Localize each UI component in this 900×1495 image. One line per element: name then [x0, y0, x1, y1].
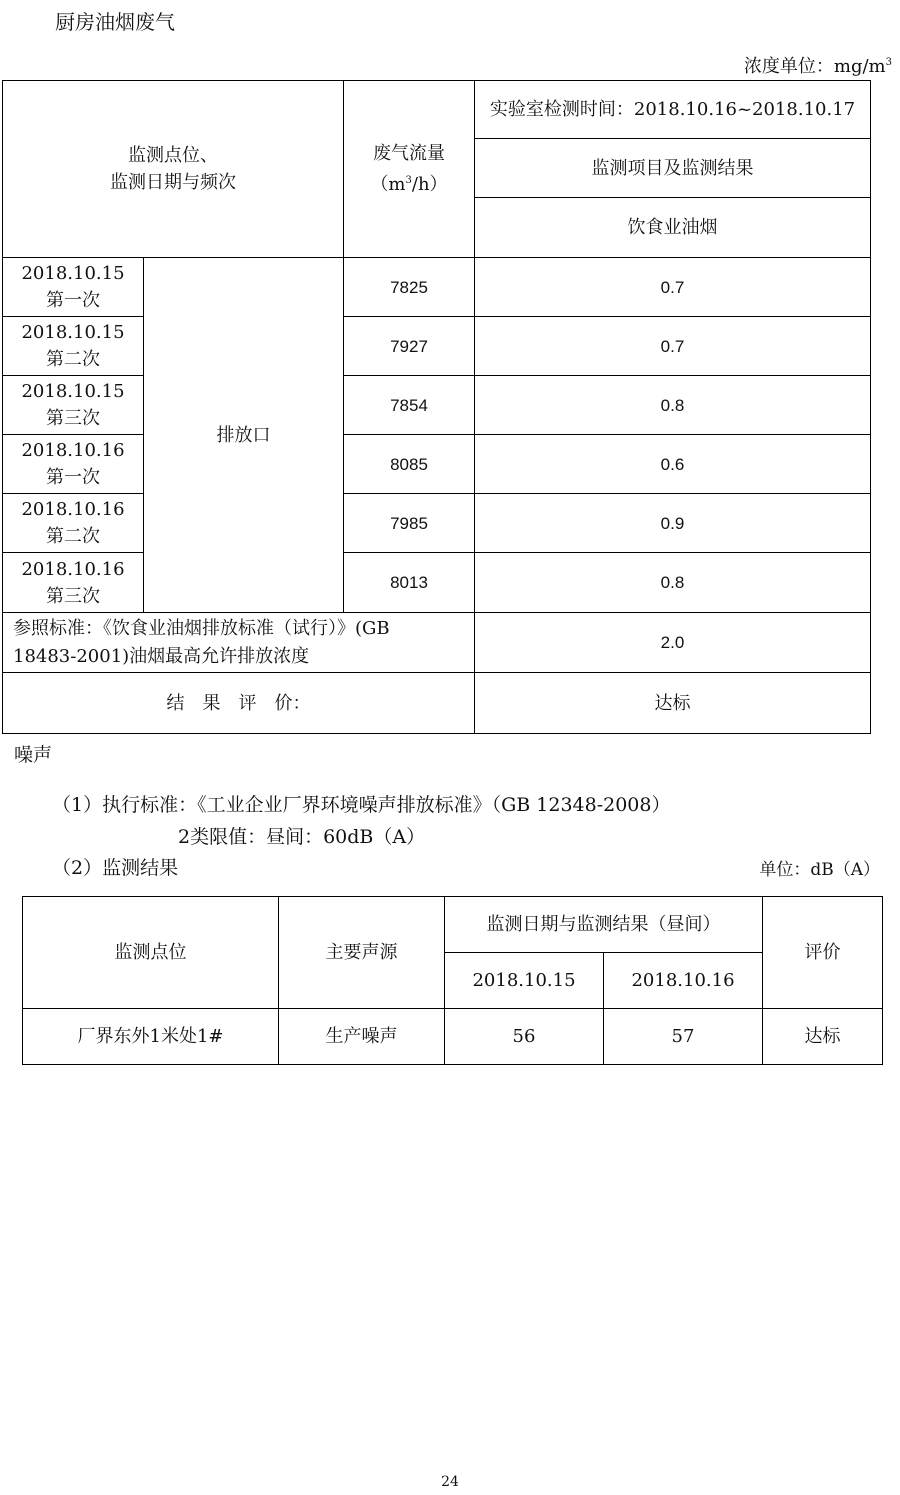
row-value: 0.7: [475, 258, 871, 317]
reference-standard: [3, 613, 475, 673]
row-date: 2018.10.16: [21, 558, 125, 580]
row-freq: 第一次: [46, 467, 100, 488]
section-title-noise: 噪声: [14, 744, 53, 766]
header-flow-unit-a: （m: [370, 174, 406, 195]
row-flow: 7927: [344, 317, 475, 376]
row-date-freq: [3, 317, 144, 376]
header-date-result: 监测日期与监测结果（昼间）: [445, 897, 763, 953]
fume-results-table: [2, 80, 871, 734]
noise-results-table: [22, 896, 883, 1065]
row-freq: 第二次: [46, 349, 100, 370]
concentration-unit-text: 浓度单位：mg/m: [743, 56, 886, 77]
noise-results-title: （2）监测结果: [52, 857, 179, 879]
row-flow: 8013: [344, 553, 475, 613]
row-value: 0.7: [475, 317, 871, 376]
evaluation-value: 达标: [475, 673, 871, 734]
row-date-freq: [3, 494, 144, 553]
noise-value1: 56: [445, 1009, 604, 1065]
row-value: 0.8: [475, 376, 871, 435]
noise-standard-line2: 2类限值：昼间：60dB（A）: [178, 826, 426, 848]
header-source: 主要声源: [279, 897, 445, 1009]
row-date: 2018.10.15: [21, 322, 125, 343]
noise-value2: 57: [604, 1009, 763, 1065]
concentration-unit-sup: 3: [885, 57, 892, 68]
row-value: 0.6: [475, 435, 871, 494]
row-freq: 第二次: [46, 526, 100, 547]
page-number: 24: [441, 1474, 459, 1490]
row-date-freq: [3, 258, 144, 317]
header-eval: 评价: [763, 897, 883, 1009]
header-flow-unit-b: /h）: [411, 174, 448, 195]
noise-source: 生产噪声: [279, 1009, 445, 1065]
header-item-oil-fume: 饮食业油烟: [475, 198, 871, 258]
row-freq: 第一次: [46, 290, 100, 311]
concentration-unit: [744, 52, 892, 78]
row-date: 2018.10.15: [21, 381, 125, 402]
header-point: 监测点位: [23, 897, 279, 1009]
location-outlet: 排放口: [144, 258, 344, 613]
noise-point: 厂界东外1米处1#: [23, 1009, 279, 1065]
header-point-date-freq: [3, 81, 344, 258]
row-date: 2018.10.15: [21, 263, 125, 284]
row-value: 0.9: [475, 494, 871, 553]
header-flow: [344, 81, 475, 258]
row-flow: 7825: [344, 258, 475, 317]
header-point-line2: 监测日期与频次: [110, 172, 236, 193]
header-flow-line2: [344, 167, 474, 198]
row-flow: 8085: [344, 435, 475, 494]
noise-unit: 单位：dB（A）: [759, 860, 880, 880]
evaluation-label: 结 果 评 价：: [3, 673, 475, 734]
header-flow-line1: 废气流量: [373, 143, 445, 164]
row-flow: 7854: [344, 376, 475, 435]
header-date1: 2018.10.15: [445, 953, 604, 1009]
row-date: 2018.10.16: [21, 440, 125, 461]
row-date: 2018.10.16: [21, 499, 125, 520]
reference-line2: 18483-2001)油烟最高允许排放浓度: [13, 645, 310, 667]
noise-eval: 达标: [763, 1009, 883, 1065]
row-date-freq: [3, 376, 144, 435]
header-flow-unit-sup: 3: [405, 175, 412, 186]
reference-value: 2.0: [475, 613, 871, 673]
header-point-line1: 监测点位、: [128, 145, 218, 166]
reference-line1: 参照标准：《饮食业油烟排放标准（试行）》(GB: [13, 617, 390, 639]
noise-standard-line1: （1）执行标准：《工业企业厂界环境噪声排放标准》（GB 12348-2008）: [52, 794, 671, 816]
header-date2: 2018.10.16: [604, 953, 763, 1009]
row-date-freq: [3, 553, 144, 613]
row-freq: 第三次: [46, 585, 100, 607]
section-title-kitchen-fumes: 厨房油烟废气: [55, 10, 175, 34]
row-flow: 7985: [344, 494, 475, 553]
row-date-freq: [3, 435, 144, 494]
lab-test-time: 实验室检测时间：2018.10.16~2018.10.17: [475, 81, 871, 139]
row-freq: 第三次: [46, 408, 100, 429]
row-value: 0.8: [475, 553, 871, 613]
header-items-results: 监测项目及监测结果: [475, 139, 871, 198]
